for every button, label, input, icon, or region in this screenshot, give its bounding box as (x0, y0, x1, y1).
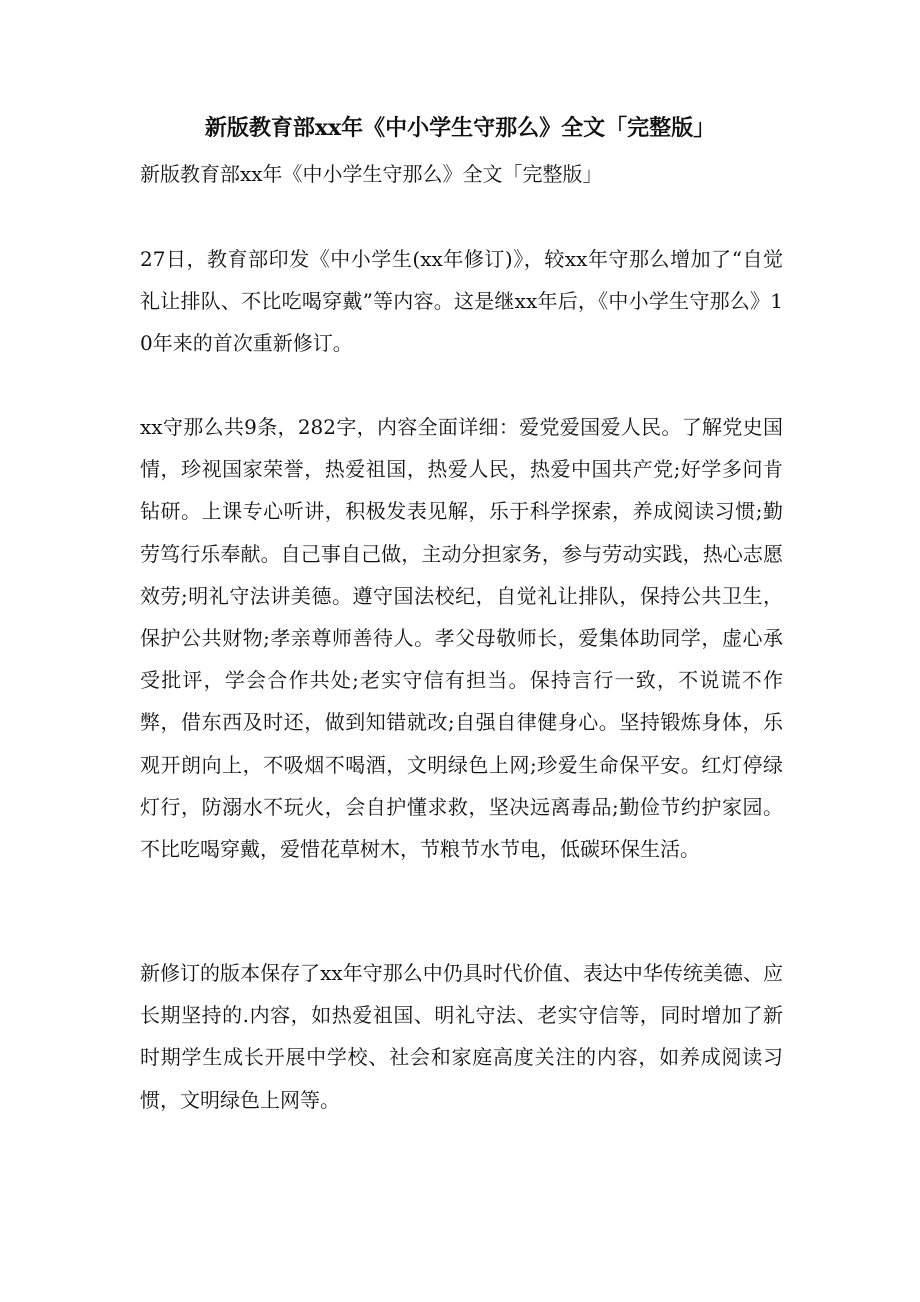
paragraph-revision: 新修订的版本保存了xx年守那么中仍具时代价值、表达中华传统美德、应长期坚持的.内容，如热爱祖国、明礼守法、老实守信等，同时增加了新时期学生成长开展中学校、社会和家庭高度关注的内容，如养成阅读习惯，文明绿色上网等。 (140, 961, 783, 1112)
document-title: 新版教育部xx年《中小学生守那么》全文「完整版」 (204, 115, 716, 141)
paragraph-intro: 27日，教育部印发《中小学生(xx年修订)》，较xx年守那么增加了“自觉礼让排队、不比吃喝穿戴”等内容。这是继xx年后，《中小学生守那么》10年来的首次重新修订。 (140, 247, 783, 356)
document-subtitle: 新版教育部xx年《中小学生守那么》全文「完整版」 (140, 162, 603, 186)
paragraph-rules: xx守那么共9条，282字，内容全面详细：爱党爱国爱人民。了解党史国情，珍视国家荣誉，热爱祖国，热爱人民，热爱中国共产党;好学多问肯钻研。上课专心听讲，积极发表见解，乐于科学探索，养成阅读习惯;勤劳笃行乐奉献。自己事自己做，主动分担家务，参与劳动实践，热心志愿效劳;明礼守法讲美德。遵守国法校纪，自觉礼让排队，保持公共卫生，保护公共财物;孝亲尊师善待人。孝父母敬师长，爱集体助同学，虚心承受批评，学会合作共处;老实守信有担当。保持言行一致，不说谎不作弊，借东西及时还，做到知错就改;自强自律健身心。坚持锻炼身体，乐观开朗向上，不吸烟不喝酒，文明绿色上网;珍爱生命保平安。红灯停绿灯行，防溺水不玩火，会自护懂求救，坚决远离毒品;勤俭节约护家园。不比吃喝穿戴，爱惜花草树木，节粮节水节电，低碳环保生活。 (140, 415, 783, 862)
